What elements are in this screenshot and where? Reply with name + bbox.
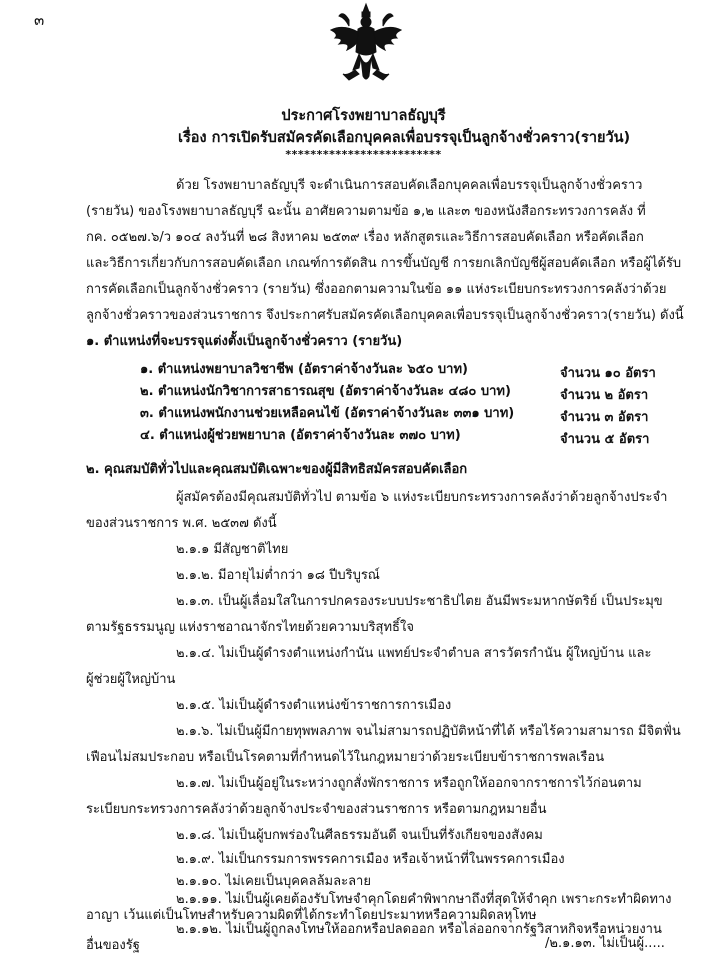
qualification-item: ๒.๑.๓. เป็นผู้เลื่อมใสในการปกครองระบบประชาธิปไตย อันมีพระมหากษัตริย์ เป็นประมุข bbox=[176, 594, 663, 609]
qualification-item: เฟือนไม่สมประกอบ หรือเป็นโรคตามที่กำหนดไว้ในกฎหมายว่าด้วยระเบียบข้าราชการพลเรือน bbox=[86, 750, 605, 765]
position-label: ๒. ตำแหน่งนักวิชาการสาธารณสุข (อัตราค่าจ้างวันละ ๔๘๐ บาท) bbox=[140, 384, 511, 399]
intro-line: และวิธีการเกี่ยวกับการสอบคัดเลือก เกณฑ์การตัดสิน การขึ้นบัญชี การยกเลิกบัญชีผู้สอบคัดเลือก หรือผู้ได้รับ bbox=[86, 256, 682, 271]
position-count: จำนวน ๓ อัตรา bbox=[560, 410, 649, 425]
qualification-item: ๒.๑.๑๒. ไม่เป็นผู้ถูกลงโทษให้ออกหรือปลดออก หรือไล่ออกจากรัฐวิสาหกิจหรือหน่วยงาน bbox=[176, 922, 662, 937]
position-count: จำนวน ๕ อัตรา bbox=[560, 432, 650, 447]
position-count: จำนวน ๒ อัตรา bbox=[560, 388, 649, 403]
qualification-item: ๒.๑.๑ มีสัญชาติไทย bbox=[176, 542, 289, 557]
intro-line: ด้วย โรงพยาบาลธัญบุรี จะดำเนินการสอบคัดเลือกบุคคลเพื่อบรรจุเป็นลูกจ้างชั่วคราว bbox=[176, 178, 643, 193]
garuda-emblem-icon bbox=[325, 2, 407, 84]
intro-line: (รายวัน) ของโรงพยาบาลธัญบุรี ฉะนั้น อาศัยความตามข้อ ๑,๒ และ๓ ของหนังสือกระทรวงการคลัง ที่ bbox=[86, 204, 646, 219]
qualification-item: ๒.๑.๑๑. ไม่เป็นผู้เคยต้องรับโทษจำคุกโดยคำพิพากษาถึงที่สุดให้จำคุก เพราะกระทำผิดทาง bbox=[176, 892, 672, 907]
qualification-item: อาญา เว้นแต่เป็นโทษสำหรับความผิดที่ได้กระทำโดยประมาทหรือความผิดลหุโทษ bbox=[86, 908, 537, 923]
qualification-item: ๒.๑.๔. ไม่เป็นผู้ดำรงตำแหน่งกำนัน แพทย์ประจำตำบล สารวัตรกำนัน ผู้ใหญ่บ้าน และ bbox=[176, 646, 652, 661]
position-label: ๓. ตำแหน่งพนักงานช่วยเหลือคนไข้ (อัตราค่าจ้างวันละ ๓๓๑ บาท) bbox=[140, 406, 515, 421]
qualification-item: ๒.๑.๗. ไม่เป็นผู้อยู่ในระหว่างถูกสั่งพักราชการ หรือถูกให้ออกจากราชการไว้ก่อนตาม bbox=[176, 776, 642, 791]
qualification-item: ผู้ช่วยผู้ใหญ่บ้าน bbox=[86, 672, 176, 687]
qualification-item: ตามรัฐธรรมนูญ แห่งราชอาณาจักรไทยด้วยความบริสุทธิ์ใจ bbox=[86, 620, 414, 635]
qualification-item: ๒.๑.๕. ไม่เป็นผู้ดำรงตำแหน่งข้าราชการการเมือง bbox=[176, 698, 452, 713]
section1-heading: ๑. ตำแหน่งที่จะบรรจุแต่งตั้งเป็นลูกจ้างชั่วคราว (รายวัน) bbox=[86, 334, 403, 349]
page-number: ๓ bbox=[34, 11, 45, 29]
intro-line: การคัดเลือกเป็นลูกจ้างชั่วคราว (รายวัน) ซึ่งออกตามความในข้อ ๑๑ แห่งระเบียบกระทรวงการคลังว่าด้วย bbox=[86, 282, 667, 297]
qualification-item: ๒.๑.๘. ไม่เป็นผู้บกพร่องในศีลธรรมอันดี จนเป็นที่รังเกียจของสังคม bbox=[176, 828, 543, 843]
position-label: ๑. ตำแหน่งพยาบาลวิชาชีพ (อัตราค่าจ้างวันละ ๖๕๐ บาท) bbox=[140, 362, 468, 377]
qualification-item: ระเบียบกระทรวงการคลังว่าด้วยลูกจ้างประจำของส่วนราชการ หรือตามกฎหมายอื่น bbox=[86, 802, 547, 817]
qualification-item: ๒.๑.๒. มีอายุไม่ต่ำกว่า ๑๘ ปีบริบูรณ์ bbox=[176, 568, 380, 583]
qualification-item: ๒.๑.๑๐. ไม่เคยเป็นบุคคลล้มละลาย bbox=[176, 874, 371, 889]
intro-line: ลูกจ้างชั่วคราวของส่วนราชการ จึงประกาศรับสมัครคัดเลือกบุคคลเพื่อบรรจุเป็นลูกจ้างชั่วคราว(รายวัน) ดังนี้ bbox=[86, 308, 684, 323]
intro-line: กค. ๐๕๒๗.๖/ว ๑๐๔ ลงวันที่ ๒๘ สิงหาคม ๒๕๓๙ เรื่อง หลักสูตรและวิธีการสอบคัดเลือก หรือคัดเลือก bbox=[86, 230, 644, 245]
section2-heading: ๒. คุณสมบัติทั่วไปและคุณสมบัติเฉพาะของผู้มีสิทธิสมัครสอบคัดเลือก bbox=[86, 462, 468, 477]
document-subject: เรื่อง การเปิดรับสมัครคัดเลือกบุคคลเพื่อบรรจุเป็นลูกจ้างชั่วคราว(รายวัน) bbox=[178, 130, 631, 146]
section2-intro-line: ผู้สมัครต้องมีคุณสมบัติทั่วไป ตามข้อ ๖ แห่งระเบียบกระทรวงการคลังว่าด้วยลูกจ้างประจำ bbox=[176, 490, 668, 505]
position-count: จำนวน ๑๐ อัตรา bbox=[560, 366, 656, 381]
qualification-item: อื่นของรัฐ bbox=[86, 938, 140, 953]
section2-intro-line: ของส่วนราชการ พ.ศ. ๒๕๓๗ ดังนี้ bbox=[86, 516, 277, 531]
document-title: ประกาศโรงพยาบาลธัญบุรี bbox=[281, 108, 446, 124]
position-label: ๔. ตำแหน่งผู้ช่วยพยาบาล (อัตราค่าจ้างวันละ ๓๗๐ บาท) bbox=[140, 428, 461, 443]
continuation-footer: /๒.๑.๑๓. ไม่เป็นผู้..... bbox=[545, 936, 665, 951]
qualification-item: ๒.๑.๙. ไม่เป็นกรรมการพรรคการเมือง หรือเจ้าหน้าที่ในพรรคการเมือง bbox=[176, 852, 565, 867]
qualification-item: ๒.๑.๖. ไม่เป็นผู้มีกายทุพพลภาพ จนไม่สามารถปฏิบัติหน้าที่ได้ หรือไร้ความสามารถ มีจิตฟั่น bbox=[176, 724, 681, 739]
separator-stars: ************************* bbox=[285, 148, 442, 161]
